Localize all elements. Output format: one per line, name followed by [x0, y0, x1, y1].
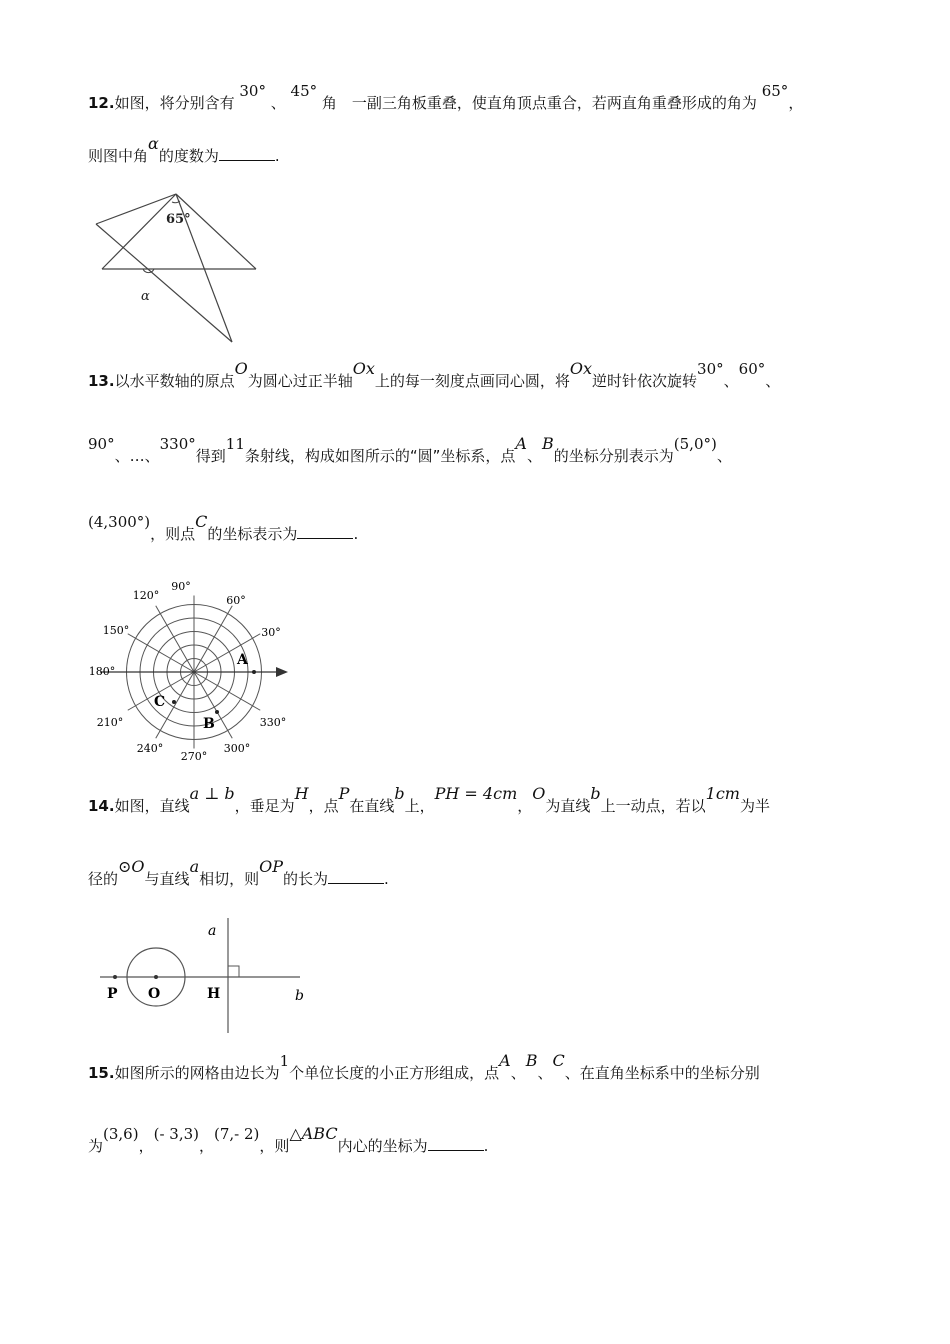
- q15-A: A: [499, 1051, 511, 1070]
- q13-answer-blank[interactable]: [297, 524, 353, 539]
- q14-text: 在直线: [349, 797, 395, 815]
- q12-text: 角 一副三角板重叠，使直角顶点重合，若两直角重叠形成的角为: [321, 94, 757, 112]
- q13-angle: 60°: [738, 360, 766, 378]
- q14-text: 与直线: [144, 870, 190, 888]
- q13-label-120: 120°: [132, 589, 160, 602]
- q13-point-A-dot: [252, 670, 256, 674]
- q13-angle: 330°: [159, 435, 196, 453]
- q13-point-B-dot: [215, 710, 219, 714]
- q14-H: H: [294, 784, 309, 803]
- q14-figure: [95, 915, 310, 1035]
- q13-label-150: 150°: [102, 624, 130, 637]
- q15-B: B: [525, 1051, 538, 1070]
- q15-coord-C: (7,- 2): [214, 1125, 260, 1143]
- q13-label-90: 90°: [171, 580, 191, 593]
- q15-sep: 、: [537, 1064, 553, 1082]
- q12-period: .: [274, 147, 280, 165]
- q13-sep: 、: [114, 447, 130, 465]
- q12-comma: ，: [788, 94, 804, 112]
- q12-figure: [88, 188, 268, 348]
- q14-text: ，: [517, 797, 533, 815]
- q13-label-60: 60°: [226, 594, 246, 607]
- q12-fig-65-label: 65°: [166, 212, 191, 227]
- q13-text: 逆时针依次旋转: [592, 372, 698, 390]
- q14-text: ，点: [308, 797, 339, 815]
- q15-text: ，则: [259, 1137, 290, 1155]
- q15-triangle: △ABC: [289, 1124, 338, 1143]
- q14-OP: OP: [259, 857, 284, 876]
- q14-b: b: [394, 784, 405, 803]
- q12-triangle-edge: [102, 194, 176, 269]
- q15-sep: 、: [510, 1064, 526, 1082]
- q12-angle-30: 30°: [239, 82, 266, 100]
- arrow-icon: [276, 667, 288, 677]
- q12-triangle-edge: [176, 194, 256, 269]
- q15-line2: [88, 1124, 489, 1156]
- q13-number: 13.: [88, 372, 115, 390]
- q14-text: 为直线: [545, 797, 591, 815]
- q13-line1: [88, 359, 781, 391]
- q14-period: .: [384, 870, 389, 888]
- q12-text: 则图中角: [88, 147, 149, 165]
- q13-text: 的坐标分别表示为: [553, 447, 674, 465]
- q15-sep: ，: [199, 1137, 215, 1155]
- q15-C: C: [552, 1051, 565, 1070]
- q15-period: .: [483, 1137, 489, 1155]
- q13-Ox: Ox: [352, 359, 375, 378]
- q14-number: 14.: [88, 797, 115, 815]
- q14-line1: [88, 784, 770, 816]
- q14-label-H: H: [207, 986, 221, 1002]
- q13-text: 条射线，构成如图所示的“圆”坐标系，点: [244, 447, 516, 465]
- q15-coord-B: (- 3,3): [153, 1125, 199, 1143]
- q14-a: a: [189, 857, 200, 876]
- q13-ray: [128, 634, 194, 672]
- q13-label-300: 300°: [223, 742, 251, 755]
- q13-label-210: 210°: [96, 716, 124, 729]
- q15-unit: 1: [279, 1052, 290, 1070]
- q14-text: 上，: [404, 797, 435, 815]
- q13-point-B: B: [542, 434, 554, 453]
- q13-label-240: 240°: [136, 742, 164, 755]
- q12-alpha: α: [148, 134, 159, 153]
- q12-angle-65: 65°: [761, 82, 789, 100]
- q15-number: 15.: [88, 1064, 115, 1082]
- q13-polar-figure: [88, 575, 298, 770]
- q13-fig-B: B: [203, 716, 215, 732]
- q12-angle-45: 45°: [290, 82, 318, 100]
- q15-coord-A: (3,6): [103, 1125, 139, 1143]
- q14-label-P: P: [107, 986, 118, 1002]
- q14-b: b: [590, 784, 601, 803]
- q13-sep: 、: [144, 447, 160, 465]
- q15-sep: ，: [138, 1137, 154, 1155]
- q13-period: .: [353, 525, 359, 543]
- q14-line2: [88, 857, 389, 889]
- q14-text: 如图，直线: [114, 797, 190, 815]
- q13-sep: 、: [526, 447, 542, 465]
- q14-point-P: [113, 975, 117, 979]
- q15-text: 、在直角坐标系中的坐标分别: [564, 1064, 760, 1082]
- q14-PH: PH = 4cm: [434, 784, 518, 803]
- q13-ray: [194, 672, 260, 710]
- q13-O: O: [234, 359, 248, 378]
- q14-circle-O: ⊙O: [118, 857, 145, 876]
- q12-text: 如图，将分别含有: [114, 94, 235, 112]
- q13-text: 以水平数轴的原点: [114, 372, 235, 390]
- q13-sep: 、: [716, 447, 732, 465]
- q12-answer-blank[interactable]: [219, 146, 275, 161]
- q13-angle: 30°: [697, 360, 724, 378]
- q13-sep: 、: [723, 372, 739, 390]
- q14-text: 相切，则: [199, 870, 260, 888]
- q13-line3: [88, 512, 359, 544]
- q14-text: 为半: [739, 797, 770, 815]
- q12-fig-alpha-label: α: [141, 289, 150, 304]
- q13-text: 得到: [195, 447, 226, 465]
- q14-perp: a ⊥ b: [189, 784, 235, 803]
- q14-text: 的长为: [283, 870, 329, 888]
- q12-triangle-edge: [96, 224, 232, 342]
- q14-answer-blank[interactable]: [328, 869, 384, 884]
- q13-Ox: Ox: [569, 359, 593, 378]
- q14-text: ，垂足为: [234, 797, 295, 815]
- q12-triangle-edge: [96, 194, 176, 224]
- q14-point-O: [154, 975, 158, 979]
- q13-text: 为圆心过正半轴: [247, 372, 353, 390]
- q13-text: ，则点: [150, 525, 196, 543]
- q13-label-270: 270°: [180, 750, 208, 763]
- q12-number: 12.: [88, 94, 115, 112]
- q15-text: 为: [88, 1137, 104, 1155]
- q13-coord-A: (5,0°): [673, 435, 717, 453]
- q13-sep: 、: [765, 372, 781, 390]
- q15-line1: [88, 1051, 760, 1083]
- q12-text: 的度数为: [158, 147, 219, 165]
- q13-text: 上的每一刻度点画同心圆，将: [374, 372, 570, 390]
- q15-text: 如图所示的网格由边长为: [114, 1064, 280, 1082]
- q13-label-180: 180°: [88, 665, 116, 678]
- q14-text: 上一动点，若以: [600, 797, 706, 815]
- q13-number-11: 11: [225, 435, 245, 453]
- q13-ray: [156, 606, 194, 672]
- q13-point-A: A: [515, 434, 527, 453]
- q12-sep: 、: [270, 94, 286, 112]
- q14-label-a: a: [208, 923, 217, 939]
- q14-P: P: [338, 784, 350, 803]
- q14-label-b: b: [295, 988, 304, 1004]
- q13-label-30: 30°: [261, 626, 281, 639]
- q13-label-330: 330°: [259, 716, 287, 729]
- q14-text: 径的: [88, 870, 119, 888]
- q13-line2: [88, 434, 732, 466]
- q13-ray: [194, 606, 232, 672]
- q14-label-O: O: [148, 986, 161, 1002]
- q14-O: O: [532, 784, 546, 803]
- q13-coord-B: (4,300°): [88, 513, 151, 531]
- q13-angle: 90°: [88, 435, 115, 453]
- q13-point-C: C: [195, 512, 208, 531]
- q15-text: 内心的坐标为: [337, 1137, 428, 1155]
- q13-text: 的坐标表示为: [207, 525, 298, 543]
- q14-right-angle-mark: [228, 966, 239, 977]
- q13-dots: …: [129, 447, 145, 465]
- q15-text: 个单位长度的小正方形组成，点: [289, 1064, 500, 1082]
- q13-fig-C: C: [154, 694, 166, 710]
- q13-point-C-dot: [172, 700, 176, 704]
- q13-fig-A: A: [237, 652, 248, 668]
- q12-line2: [88, 134, 280, 166]
- q13-ray: [194, 634, 260, 672]
- q14-radius: 1cm: [705, 784, 740, 803]
- q12-line1: [88, 82, 804, 113]
- q15-answer-blank[interactable]: [428, 1136, 484, 1151]
